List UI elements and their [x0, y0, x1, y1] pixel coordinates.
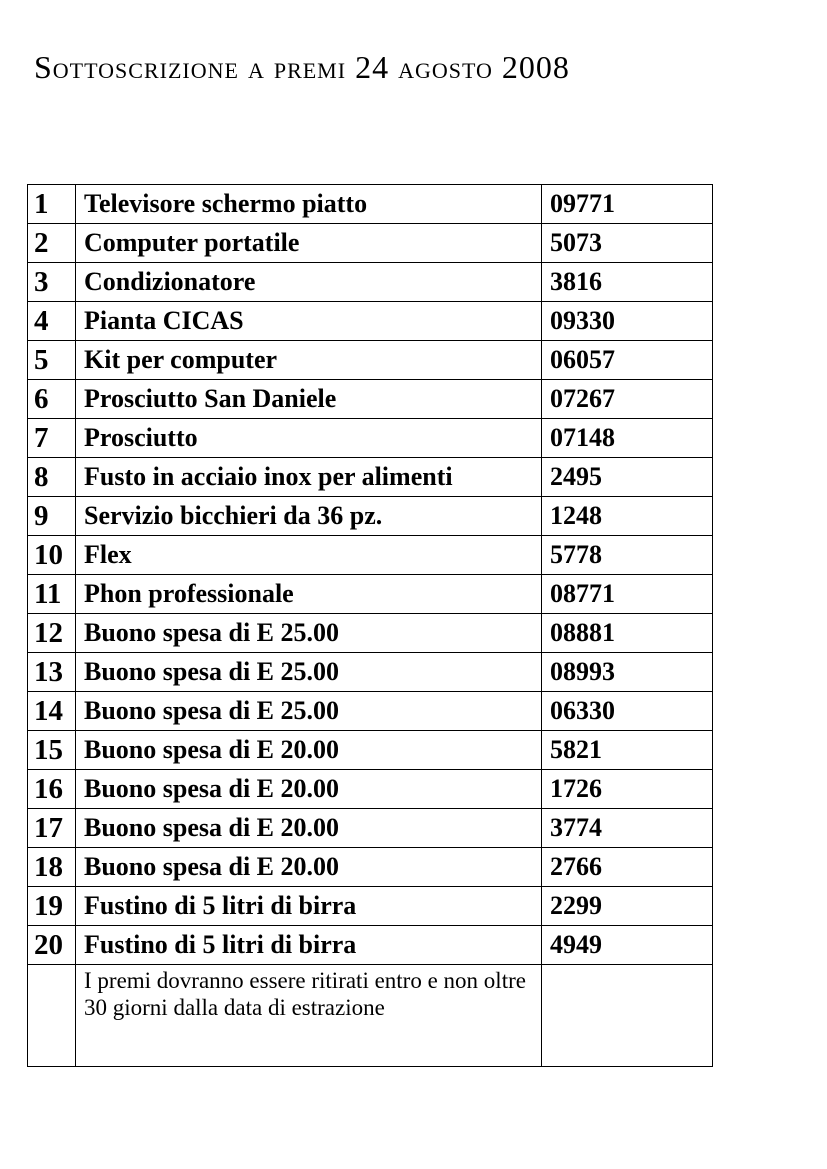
table-row — [28, 653, 713, 692]
winning-ticket: 1248 — [542, 497, 713, 536]
table-row — [28, 302, 713, 341]
pickup-note: I premi dovranno essere ritirati entro e non oltre 30 giorni dalla data di estrazione — [76, 965, 542, 1067]
table-row — [28, 185, 713, 224]
table-row — [28, 380, 713, 419]
prize-item: Phon professionale — [76, 575, 542, 614]
prize-number: 12 — [28, 614, 76, 653]
table-row — [28, 614, 713, 653]
prize-item: Computer portatile — [76, 224, 542, 263]
prize-number: 15 — [28, 731, 76, 770]
prize-item: Televisore schermo piatto — [76, 185, 542, 224]
winning-ticket: 08881 — [542, 614, 713, 653]
prize-number: 8 — [28, 458, 76, 497]
prize-item: Fustino di 5 litri di birra — [76, 887, 542, 926]
prize-item: Fustino di 5 litri di birra — [76, 926, 542, 965]
prize-item: Buono spesa di E 20.00 — [76, 770, 542, 809]
table-row — [28, 497, 713, 536]
table-row — [28, 926, 713, 965]
winning-ticket: 2299 — [542, 887, 713, 926]
prize-item: Buono spesa di E 20.00 — [76, 848, 542, 887]
prize-number: 18 — [28, 848, 76, 887]
prize-number: 14 — [28, 692, 76, 731]
winning-ticket: 3774 — [542, 809, 713, 848]
winning-ticket: 06330 — [542, 692, 713, 731]
prize-number: 6 — [28, 380, 76, 419]
prize-item: Condizionatore — [76, 263, 542, 302]
prize-number: 17 — [28, 809, 76, 848]
winning-ticket: 5821 — [542, 731, 713, 770]
prize-item: Pianta CICAS — [76, 302, 542, 341]
winning-ticket: 2766 — [542, 848, 713, 887]
table-row — [28, 263, 713, 302]
prize-number: 3 — [28, 263, 76, 302]
prize-number: 19 — [28, 887, 76, 926]
table-row — [28, 809, 713, 848]
winning-ticket: 07148 — [542, 419, 713, 458]
table-row — [28, 887, 713, 926]
winning-ticket: 09330 — [542, 302, 713, 341]
winning-ticket: 06057 — [542, 341, 713, 380]
note-row — [28, 965, 713, 1067]
prize-item: Buono spesa di E 25.00 — [76, 614, 542, 653]
prize-number: 9 — [28, 497, 76, 536]
prize-item: Buono spesa di E 25.00 — [76, 692, 542, 731]
prize-item: Buono spesa di E 20.00 — [76, 731, 542, 770]
winning-ticket: 08771 — [542, 575, 713, 614]
prize-item: Buono spesa di E 20.00 — [76, 809, 542, 848]
page-title: Sottoscrizione a premi 24 agosto 2008 — [34, 49, 570, 85]
prize-number: 20 — [28, 926, 76, 965]
winning-ticket: 5073 — [542, 224, 713, 263]
prize-item: Prosciutto — [76, 419, 542, 458]
winning-ticket: 3816 — [542, 263, 713, 302]
prize-number: 4 — [28, 302, 76, 341]
prize-item: Flex — [76, 536, 542, 575]
prize-item: Prosciutto San Daniele — [76, 380, 542, 419]
prize-number: 2 — [28, 224, 76, 263]
table-row — [28, 224, 713, 263]
prize-number: 1 — [28, 185, 76, 224]
prize-number: 16 — [28, 770, 76, 809]
prize-item: Fusto in acciaio inox per alimenti — [76, 458, 542, 497]
table-row — [28, 419, 713, 458]
winning-ticket: 07267 — [542, 380, 713, 419]
winning-ticket: 5778 — [542, 536, 713, 575]
winning-ticket: 4949 — [542, 926, 713, 965]
winning-ticket: 2495 — [542, 458, 713, 497]
table-row — [28, 770, 713, 809]
prize-number: 5 — [28, 341, 76, 380]
prize-item: Buono spesa di E 25.00 — [76, 653, 542, 692]
winning-ticket: 09771 — [542, 185, 713, 224]
prize-item: Servizio bicchieri da 36 pz. — [76, 497, 542, 536]
empty-cell — [542, 965, 713, 1067]
prize-table — [27, 184, 713, 1067]
prize-number: 11 — [28, 575, 76, 614]
winning-ticket: 1726 — [542, 770, 713, 809]
table-row — [28, 458, 713, 497]
empty-cell — [28, 965, 76, 1067]
prize-number: 7 — [28, 419, 76, 458]
winning-ticket: 08993 — [542, 653, 713, 692]
table-row — [28, 575, 713, 614]
prize-table-body — [28, 185, 713, 1067]
table-row — [28, 848, 713, 887]
table-row — [28, 692, 713, 731]
prize-item: Kit per computer — [76, 341, 542, 380]
table-row — [28, 731, 713, 770]
table-row — [28, 341, 713, 380]
prize-number: 13 — [28, 653, 76, 692]
table-row — [28, 536, 713, 575]
prize-number: 10 — [28, 536, 76, 575]
